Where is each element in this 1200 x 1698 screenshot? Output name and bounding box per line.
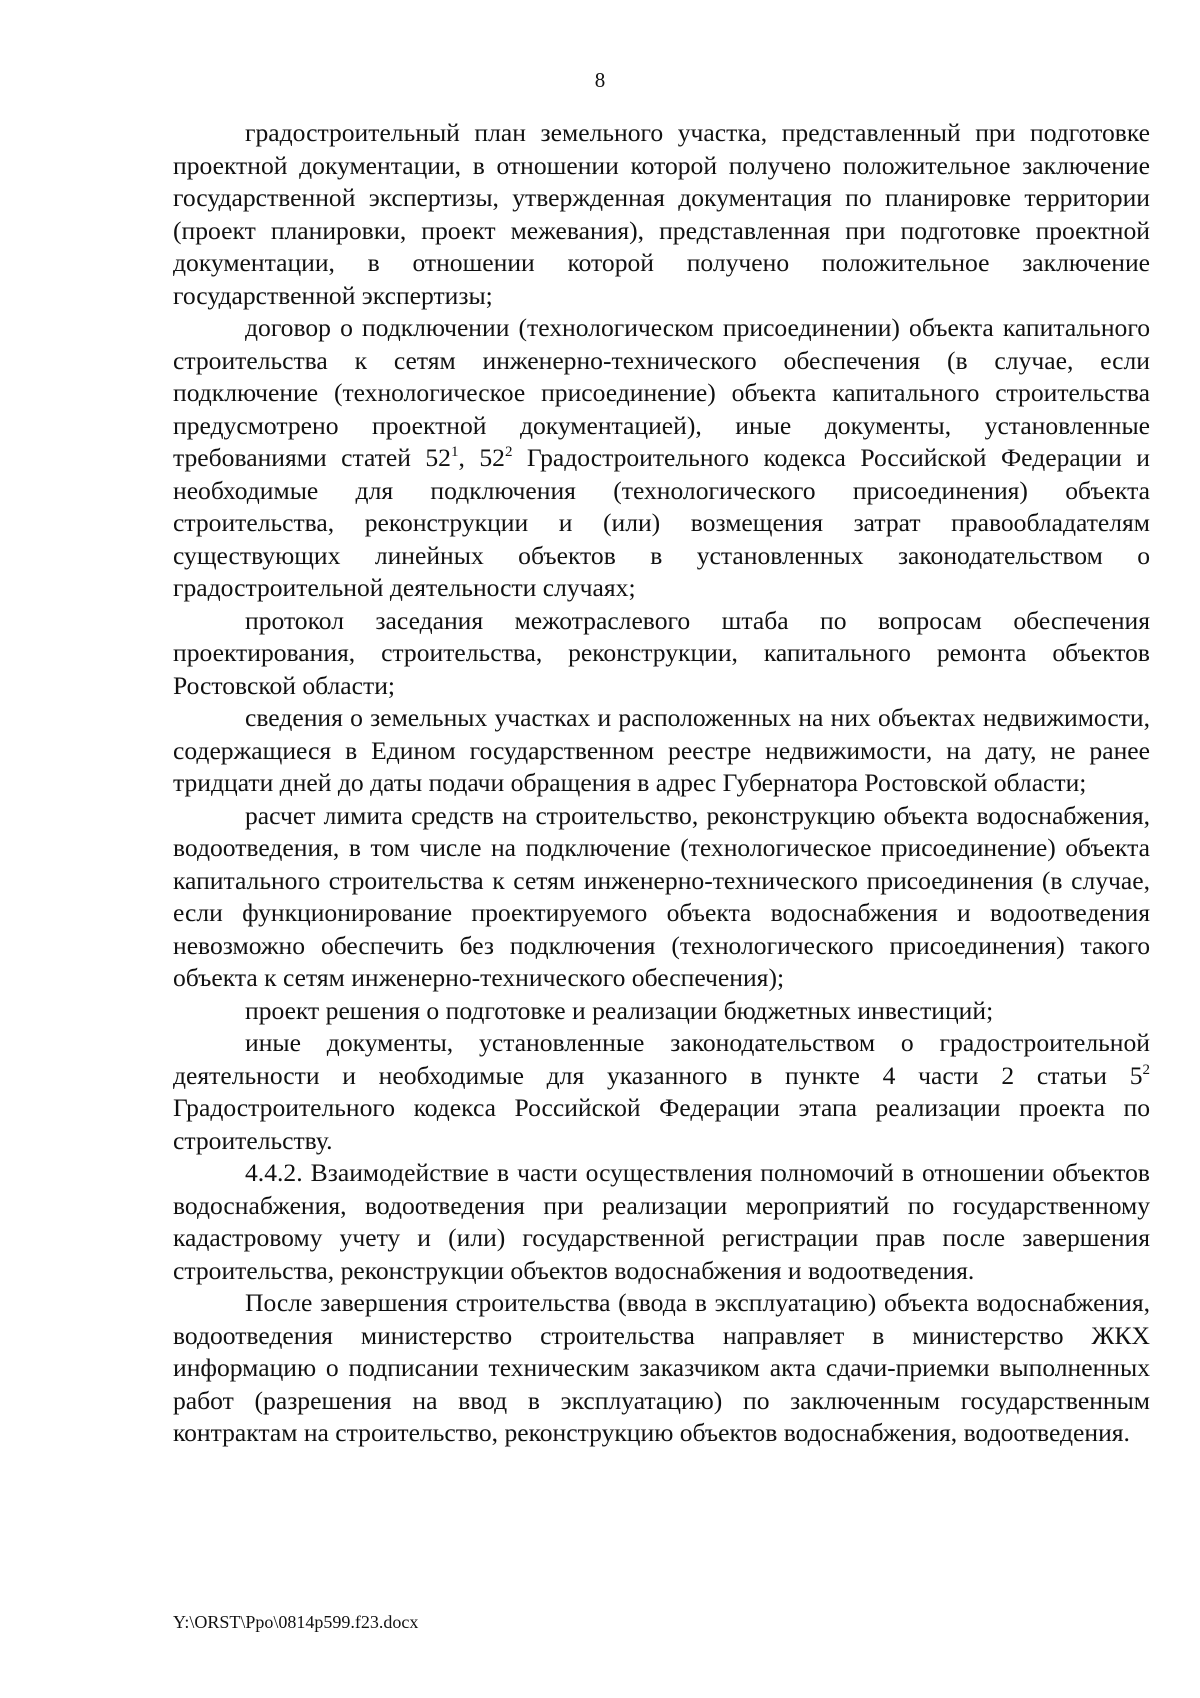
paragraph-after-construction-completion: После завершения строительства (ввода в эксплуатацию) объекта водоснабжения, водоотведения министерство строительства направляет в министерство ЖКХ информацию о подписании техническим заказчиком акта сдачи-приемки выполненных работ (разрешения на ввод в эксплуатацию) по заключенным государственным контрактам на строительство, реконструкцию объектов водоснабжения, водоотведения. [173,1288,1150,1447]
page-number: 8 [594,68,606,92]
paragraph-connection-agreement-text-middle: , 52 [458,443,505,472]
paragraph-other-documents-text-before: иные документы, установленные законодательством о градостроительной деятельности и необходимые для указанного в пункте 4 части 2 статьи 5 [173,1028,1150,1090]
document-body [173,117,1150,1450]
paragraph-town-planning-plan: градостроительный план земельного участка, представленный при подготовке проектной документации, в отношении которой получено положительное заключение государственной экспертизы, утвержденная документация по планировке территории (проект планировки, проект межевания), представленная при подготовке проектной документации, в отношении которой получено положительное заключение государственной экспертизы; [173,118,1150,310]
paragraph-connection-agreement-text-before: договор о подключении (технологическом присоединении) объекта капитального строительства к сетям инженерно-технического обеспечения (в случае, если подключение (технологическое присоединение) объекта капитального строительства предусмотрено проектной документацией), иные документы, установленные требованиями статей 52 [173,313,1150,472]
superscript-article-52-2: 2 [504,444,513,460]
paragraph-other-documents-text-after: Градостроительного кодекса Российской Федерации этапа реализации проекта по строительству. [173,1093,1150,1155]
footer-file-path: Y:\ORST\Ppo\0814p599.f23.docx [173,1612,419,1632]
superscript-article-52-1: 1 [450,444,459,460]
paragraph-land-plot-information: сведения о земельных участках и расположенных на них объектах недвижимости, содержащиеся в Едином государственном реестре недвижимости, на дату, не ранее тридцати дней до даты подачи обращения в адрес Губернатора Ростовской области; [173,703,1150,797]
paragraph-section-4-4-2: 4.4.2. Взаимодействие в части осуществления полномочий в отношении объектов водоснабжения, водоотведения при реализации мероприятий по государственному кадастровому учету и (или) государственной регистрации прав после завершения строительства, реконструкции объектов водоснабжения и водоотведения. [173,1158,1150,1285]
superscript-article-5-2: 2 [1142,1061,1150,1078]
paragraph-budget-investment-draft: проект решения о подготовке и реализации бюджетных инвестиций; [245,995,994,1025]
paragraph-connection-agreement [173,312,1150,605]
paragraph-connection-agreement-text-after: Градостроительного кодекса Российской Федерации и необходимые для подключения (технологического присоединения) объекта строительства, реконструкции и (или) возмещения затрат правообладателям существующих линейных объектов в установленных законодательством о градостроительной деятельности случаях; [173,443,1151,602]
paragraph-funds-limit-calculation: расчет лимита средств на строительство, реконструкцию объекта водоснабжения, водоотведения, в том числе на подключение (технологическое присоединение) объекта капитального строительства к сетям инженерно-технического присоединения (в случае, если функционирование проектируемого объекта водоснабжения и водоотведения невозможно обеспечить без подключения (технологического присоединения) такого объекта к сетям инженерно-технического обеспечения); [173,800,1150,992]
paragraph-other-documents [173,1027,1150,1157]
paragraph-headquarters-protocol: протокол заседания межотраслевого штаба по вопросам обеспечения проектирования, строительства, реконструкции, капитального ремонта объектов Ростовской области; [173,605,1150,700]
